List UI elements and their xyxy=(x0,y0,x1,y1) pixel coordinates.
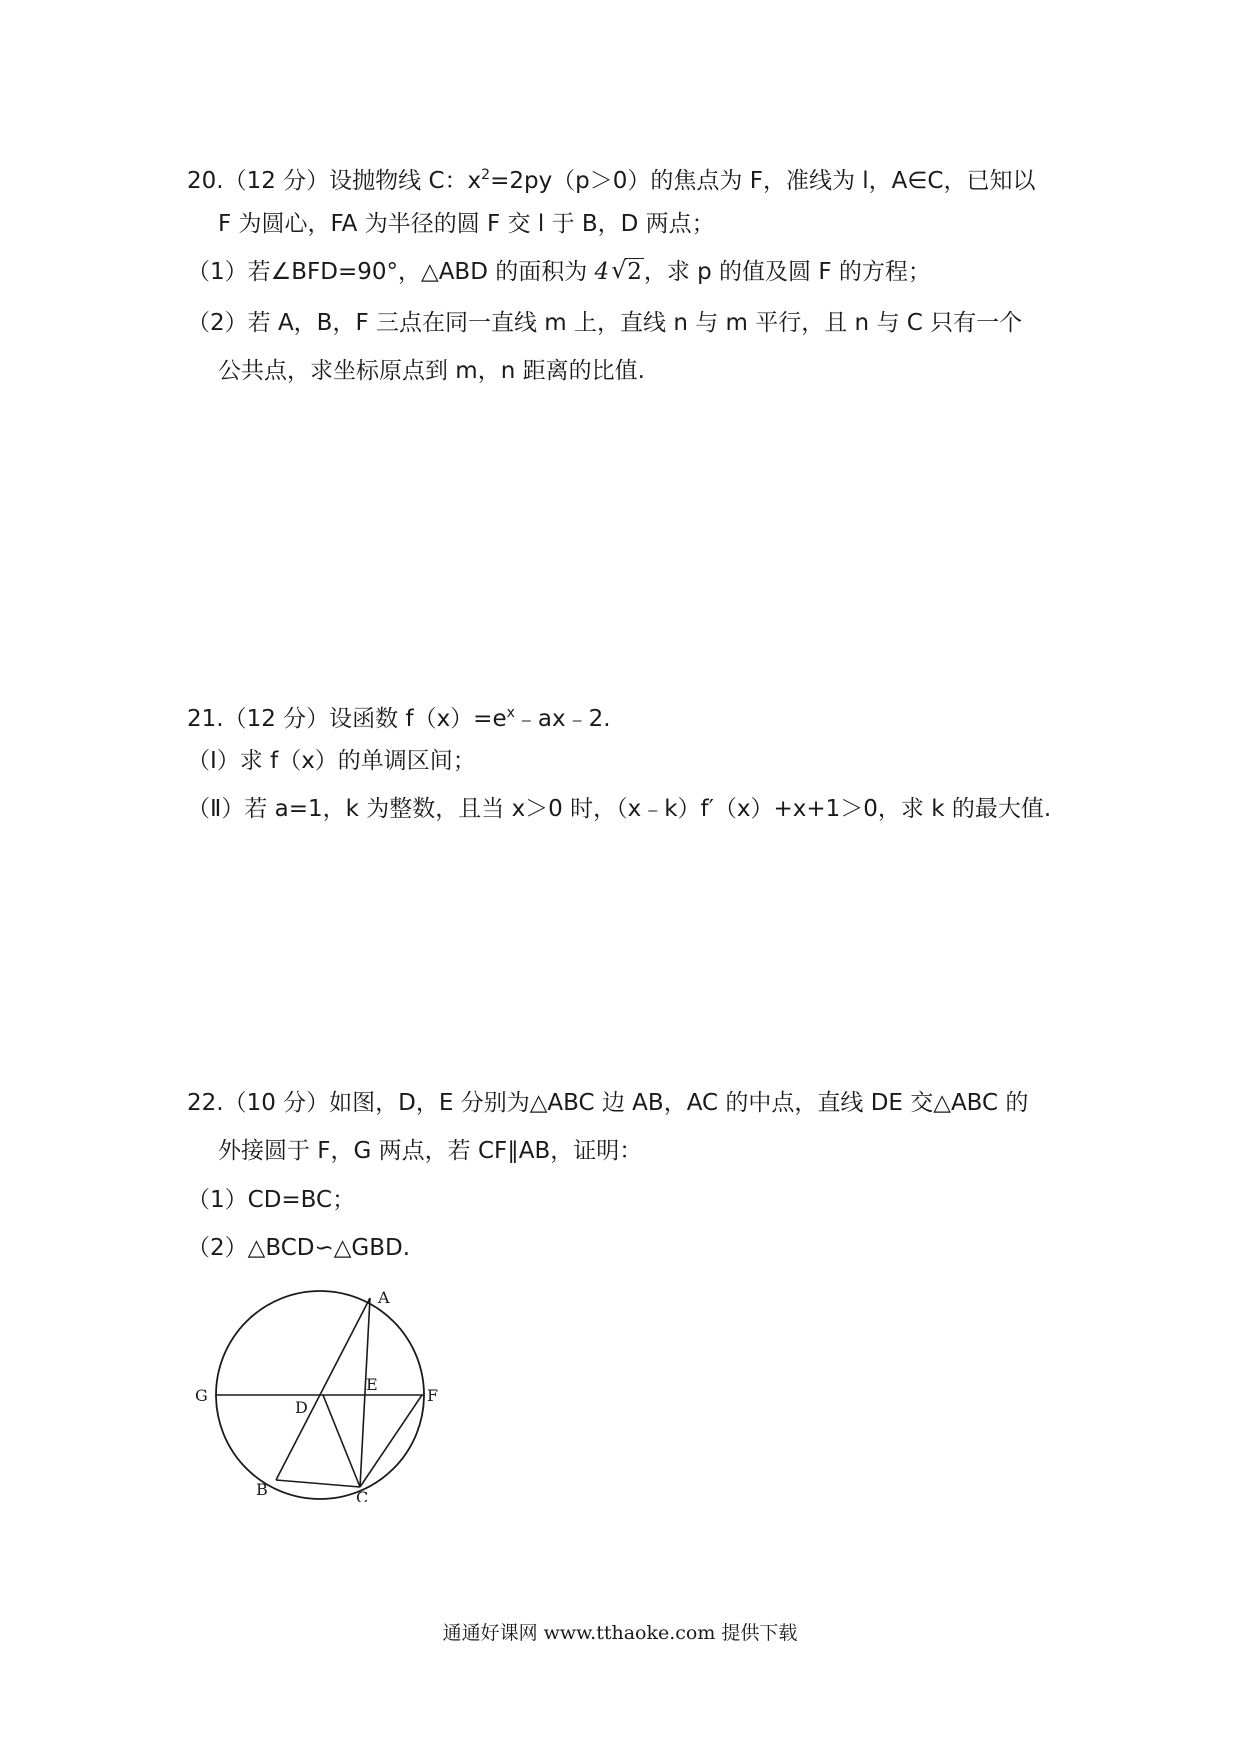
label-g: G xyxy=(195,1386,208,1405)
segment-cd xyxy=(323,1395,360,1487)
q20-exponent: 2 xyxy=(481,167,491,183)
sqrt-symbol: √ 2 xyxy=(611,256,642,285)
circle-diagram xyxy=(192,1287,454,1502)
q20-part1-text-a: （1）若∠BFD=90°，△ABD 的面积为 xyxy=(187,259,588,285)
label-c: C xyxy=(356,1488,369,1502)
q21-stem-text-b: ﹣ax﹣2. xyxy=(514,706,611,732)
segment-ab xyxy=(276,1298,370,1480)
q22-stem-line2: 外接圆于 F，G 两点，若 CF∥AB，证明： xyxy=(218,1138,643,1164)
q20-stem-text-b: =2py（p＞0）的焦点为 F，准线为 l，A∈C，已知以 xyxy=(490,168,1036,194)
label-e: E xyxy=(366,1375,378,1394)
q21-part1: （Ⅰ）求 f（x）的单调区间； xyxy=(187,748,476,774)
q21-stem-text-a: 21.（12 分）设函数 f（x）=e xyxy=(187,706,507,732)
q22-part1: （1）CD=BC； xyxy=(187,1187,356,1213)
label-f: F xyxy=(427,1386,439,1405)
geometry-figure xyxy=(192,1287,454,1502)
q21-part2: （Ⅱ）若 a=1，k 为整数，且当 x＞0 时，（x﹣k）f′（x）+x+1＞0，求 k 的最大值. xyxy=(187,796,1052,822)
q20-stem-line1 xyxy=(187,160,1035,196)
footer-credit: 通通好课网 www.tthaoke.com 提供下载 xyxy=(442,1622,798,1644)
q20-stem-line2: F 为圆心，FA 为半径的圆 F 交 l 于 B，D 两点； xyxy=(218,211,715,237)
q22-part2: （2）△BCD∽△GBD. xyxy=(187,1235,411,1261)
q20-part2-line2: 公共点，求坐标原点到 m，n 距离的比值. xyxy=(218,358,645,384)
q20-part1-text-b: ，求 p 的值及圆 F 的方程； xyxy=(643,259,931,285)
q20-stem-text-a: 20.（12 分）设抛物线 C：x xyxy=(187,168,482,194)
label-b: B xyxy=(256,1480,268,1499)
q22-stem-line1: 22.（10 分）如图，D，E 分别为△ABC 边 AB，AC 的中点，直线 DE 交△ABC 的 xyxy=(187,1090,1029,1116)
q20-part2-line1: （2）若 A，B，F 三点在同一直线 m 上，直线 n 与 m 平行，且 n 与 C 只有一个 xyxy=(187,310,1023,336)
q20-part1 xyxy=(187,257,931,287)
segment-bc xyxy=(276,1480,360,1487)
label-a: A xyxy=(378,1288,390,1307)
label-d: D xyxy=(295,1398,308,1417)
q20-area-coefficient: 4 xyxy=(594,259,610,285)
q21-exponent: x xyxy=(506,705,515,721)
q21-stem xyxy=(187,698,611,734)
q20-area-radicand: 2 xyxy=(627,259,642,285)
